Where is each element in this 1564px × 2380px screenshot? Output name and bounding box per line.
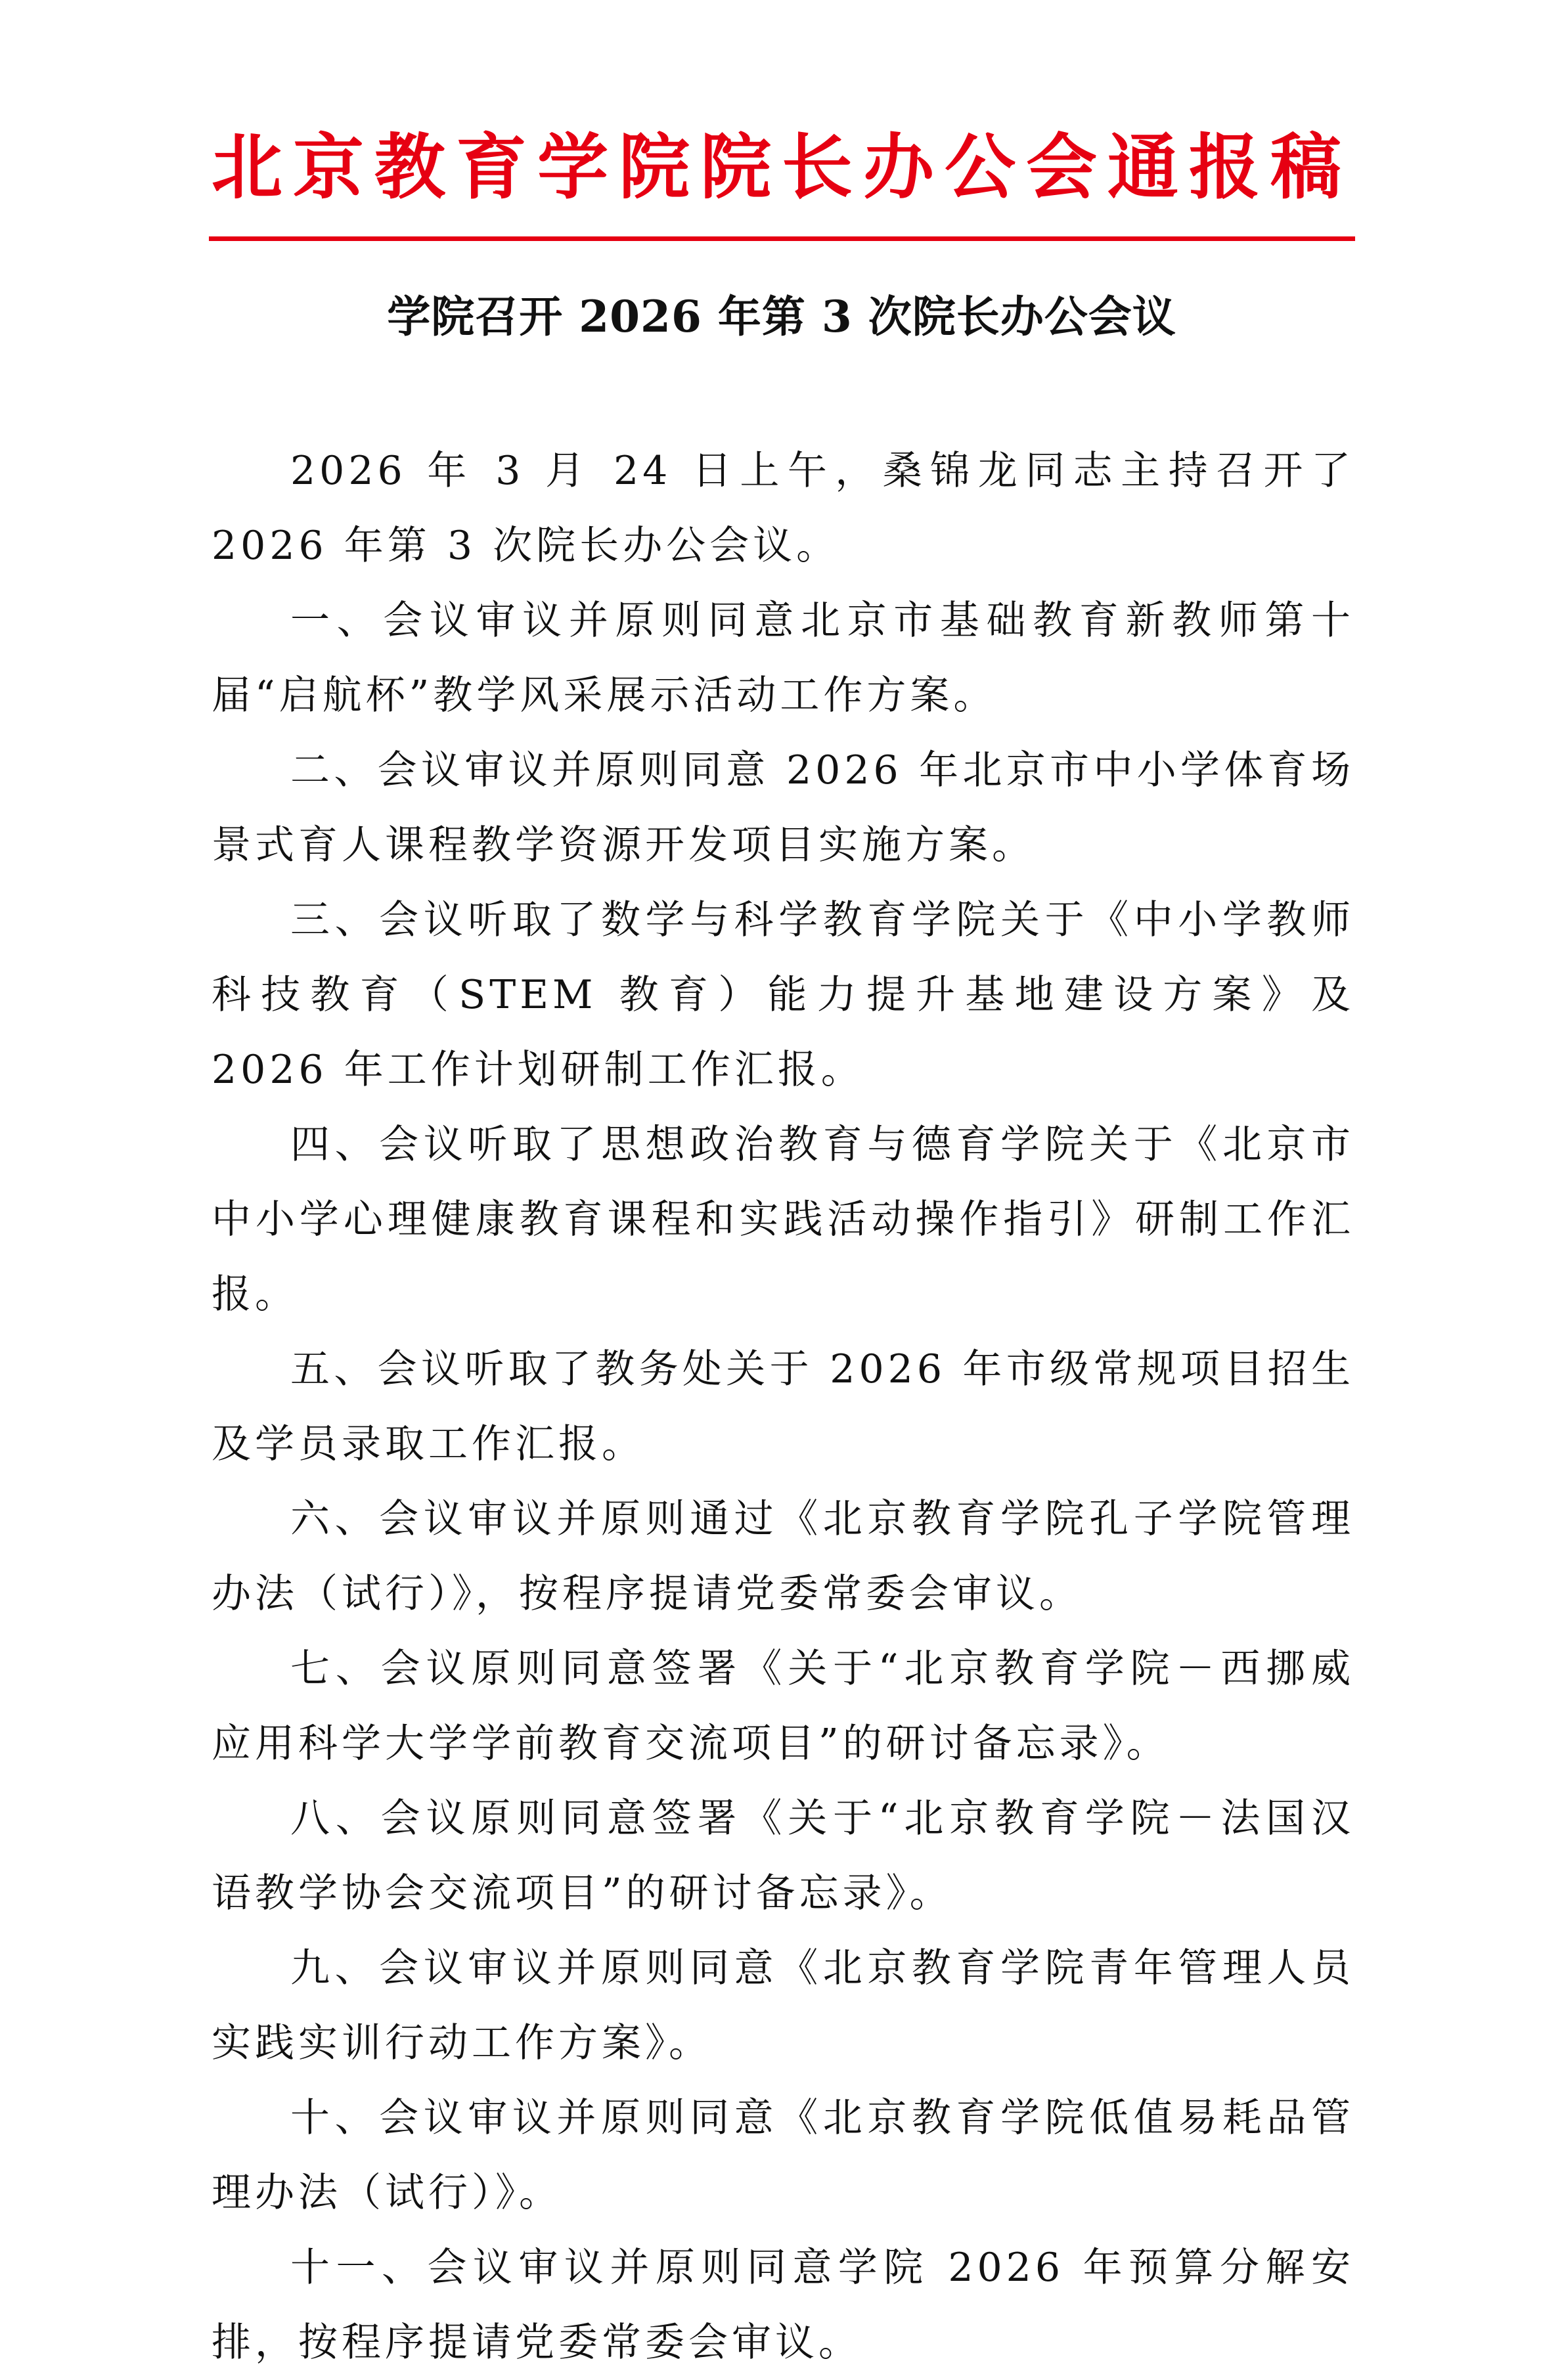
agenda-item-8: 八、会议原则同意签署《关于“北京教育学院－法国汉语教学协会交流项目”的研讨备忘录》。	[212, 1796, 1354, 1916]
document-body	[212, 433, 1354, 2380]
red-divider-line	[209, 236, 1355, 241]
agenda-item-7: 七、会议原则同意签署《关于“北京教育学院－西挪威应用科学大学学前教育交流项目”的研讨备忘录》。	[212, 1646, 1354, 1767]
agenda-item-4: 四、会议听取了思想政治教育与德育学院关于《北京市中小学心理健康教育课程和实践活动操作指引》研制工作汇报。	[212, 1122, 1354, 1317]
agenda-item-9: 九、会议审议并原则同意《北京教育学院青年管理人员实践实训行动工作方案》。	[212, 1945, 1354, 2066]
agenda-item-6: 六、会议审议并原则通过《北京教育学院孔子学院管理办法（试行）》，按程序提请党委常委会审议。	[212, 1496, 1354, 1617]
agenda-item-3: 三、会议听取了数学与科学教育学院关于《中小学教师科技教育（STEM 教育）能力提升基地建设方案》及 2026 年工作计划研制工作汇报。	[212, 897, 1354, 1093]
intro-paragraph: 2026 年 3 月 24 日上午，桑锦龙同志主持召开了 2026 年第 3 次院长办公会议。	[212, 448, 1354, 569]
agenda-item-10: 十、会议审议并原则同意《北京教育学院低值易耗品管理办法（试行）》。	[212, 2095, 1354, 2216]
masthead-title: 北京教育学院院长办公会通报稿	[211, 126, 1352, 209]
document-title: 学院召开 2026 年第 3 次院长办公会议	[387, 291, 1176, 342]
agenda-item-2: 二、会议审议并原则同意 2026 年北京市中小学体育场景式育人课程教学资源开发项目实施方案。	[212, 747, 1354, 868]
agenda-item-11: 十一、会议审议并原则同意学院 2026 年预算分解安排，按程序提请党委常委会审议。	[212, 2245, 1354, 2366]
agenda-item-5: 五、会议听取了教务处关于 2026 年市级常规项目招生及学员录取工作汇报。	[212, 1346, 1354, 1467]
agenda-item-1: 一、会议审议并原则同意北京市基础教育新教师第十届“启航杯”教学风采展示活动工作方案。	[212, 598, 1354, 718]
